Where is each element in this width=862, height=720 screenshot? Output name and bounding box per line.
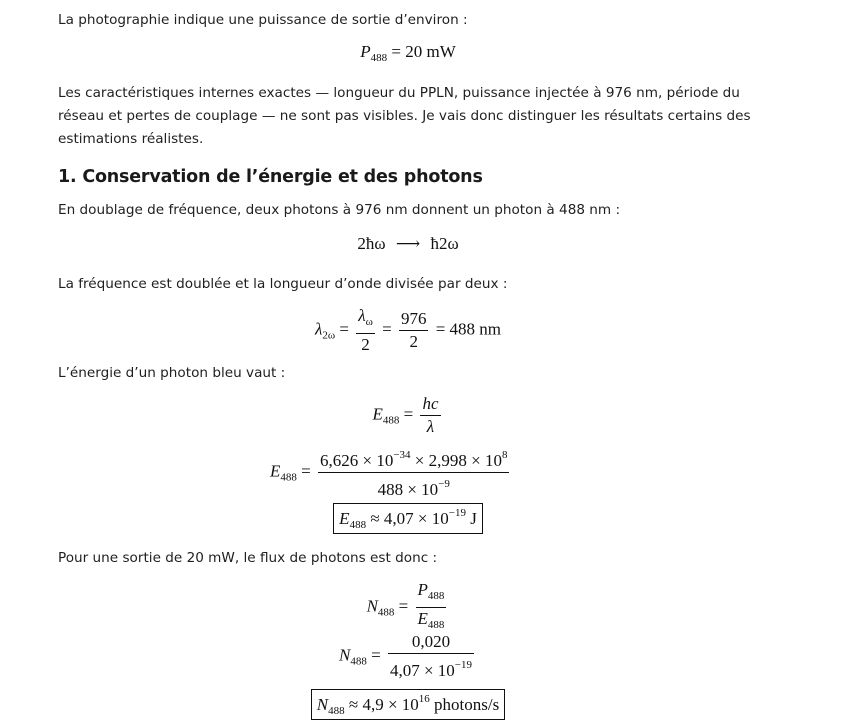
flux-res-symbol: N <box>316 695 329 714</box>
equation-flux-result <box>58 689 758 720</box>
energy-res-symbol: E <box>339 509 350 528</box>
equation-flux-numeric <box>58 632 758 681</box>
frac-numerator-power: 0,020 <box>388 632 474 654</box>
power-symbol: P <box>360 42 371 61</box>
frac-p-symbol: P <box>417 580 428 599</box>
flux-res-exp: 16 <box>418 693 430 705</box>
frac-den-energy-exp: −19 <box>454 659 472 671</box>
den-wavelength-exp: −9 <box>438 478 450 490</box>
flux-res-value: ≈ 4,9 × 10 <box>348 695 419 714</box>
num-planck-exp: −34 <box>393 449 411 461</box>
lambda-symbol: λ <box>315 319 323 339</box>
energy-num-symbol: E <box>270 461 281 481</box>
flux-res-subscript: 488 <box>328 705 345 717</box>
fraction-976-over-2 <box>399 309 429 352</box>
equation-energy-numeric <box>270 445 512 500</box>
num-planck: 6,626 × 10 <box>319 451 394 470</box>
equals-energy-num: = <box>301 461 311 481</box>
frac-lambda-subscript: ω <box>365 316 373 328</box>
fraction-hc-over-lambda <box>420 394 440 437</box>
frac-denominator-2: 2 <box>361 335 370 354</box>
equals-flux: = <box>398 596 409 616</box>
energy-symbol: E <box>372 404 383 424</box>
frac-denominator-lambda: λ <box>426 417 435 436</box>
equals-1: = <box>339 319 349 339</box>
fraction-lambda-over-2 <box>356 306 375 355</box>
equation-energy-result <box>58 503 758 534</box>
energy-res-value: ≈ 4,07 × 10 <box>370 509 449 528</box>
doubling-text: En doublage de fréquence, deux photons à 976 nm donnent un photon à 488 nm : <box>58 202 621 218</box>
section-heading-1: 1. Conservation de l’énergie et des photons <box>58 167 483 187</box>
flux-text: Pour une sortie de 20 mW, le flux de photons est donc : <box>58 550 438 566</box>
flux-result-box <box>311 689 505 720</box>
wavelength-result: = 488 nm <box>435 319 501 339</box>
equation-wavelength <box>58 306 758 355</box>
arrow-symbol: ⟶ <box>395 234 421 253</box>
equals-flux-num: = <box>371 645 381 665</box>
equation-photon-conversion <box>58 234 758 254</box>
flux-subscript: 488 <box>377 606 395 619</box>
energy-subscript: 488 <box>382 414 400 427</box>
frac-e-subscript: 488 <box>427 619 445 631</box>
equation-flux-definition <box>58 580 758 635</box>
equation-energy-definition <box>58 394 758 437</box>
frac-den-energy: 4,07 × 10 <box>389 661 455 680</box>
flux-res-unit: photons/s <box>429 695 500 714</box>
frac-denominator-2b: 2 <box>409 332 418 351</box>
frac-e-symbol: E <box>417 609 428 628</box>
fraction-energy-numeric <box>318 445 510 500</box>
fraction-flux-numeric <box>388 632 474 681</box>
den-wavelength: 488 × 10 <box>377 480 439 499</box>
energy-res-unit: J <box>465 509 477 528</box>
equals-2: = <box>382 319 392 339</box>
energy-res-exp: −19 <box>448 507 466 519</box>
energy-num-subscript: 488 <box>280 471 297 484</box>
flux-symbol: N <box>366 596 378 616</box>
context-paragraph: Les caractéristiques internes exactes — longueur du PPLN, puissance injectée à 976 nm, période du réseau et pertes de couplage — ne sont pas visibles. Je vais donc distinguer les résultats certains des estimations réalistes. <box>58 85 751 147</box>
num-lightspeed: × 2,998 × 10 <box>410 451 502 470</box>
energy-text: L’énergie d’un photon bleu vaut : <box>58 365 286 381</box>
power-value: = 20 mW <box>391 42 456 61</box>
intro-text: La photographie indique une puissance de sortie d’environ : <box>58 12 468 28</box>
frac-p-subscript: 488 <box>427 590 445 602</box>
equals-energy: = <box>403 404 414 424</box>
frac-lambda-symbol: λ <box>358 306 366 325</box>
num-lightspeed-exp: 8 <box>501 449 508 461</box>
flux-num-symbol: N <box>339 645 351 665</box>
frac-numerator-hc: hc <box>420 394 440 416</box>
frac-numerator-976: 976 <box>399 309 429 331</box>
energy-res-subscript: 488 <box>349 519 367 531</box>
flux-num-subscript: 488 <box>350 655 367 668</box>
photon-lhs: 2ħω <box>357 234 386 253</box>
equation-output-power <box>58 42 758 64</box>
lambda-subscript: 2ω <box>322 329 336 342</box>
fraction-p-over-e <box>416 580 447 635</box>
power-subscript: 488 <box>370 52 388 64</box>
frequency-text: La fréquence est doublée et la longueur d’onde divisée par deux : <box>58 276 508 292</box>
photon-rhs: ħ2ω <box>430 234 459 253</box>
energy-result-box <box>333 503 483 534</box>
